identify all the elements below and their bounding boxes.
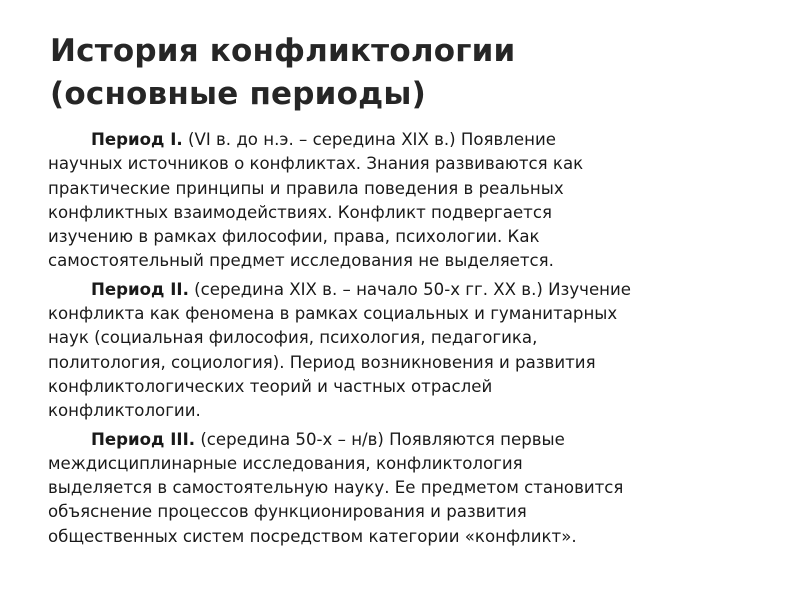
period-2-lead: Период II. bbox=[91, 279, 189, 299]
period-3-lead: Период III. bbox=[91, 429, 196, 449]
period-2-paragraph bbox=[48, 278, 758, 424]
period-2-line-6: конфликтологии. bbox=[48, 401, 201, 421]
period-2-line-5: конфликтологических теорий и частных отраслей bbox=[48, 376, 493, 396]
slide-body bbox=[48, 128, 758, 553]
title-line-2: (основные периоды) bbox=[50, 76, 426, 112]
period-2-line-4: политология, социология). Период возникновения и развития bbox=[48, 352, 596, 372]
period-1-text-1: (VI в. до н.э. – середина XIX в.) Появление bbox=[182, 130, 556, 149]
period-2-line-3: наук (социальная философия, психология, педагогика, bbox=[48, 328, 538, 348]
period-3-paragraph bbox=[48, 428, 758, 549]
period-1-line-1 bbox=[48, 128, 758, 152]
period-1-line-5: изучению в рамках философии, права, психологии. Как bbox=[48, 227, 540, 247]
period-1-paragraph bbox=[48, 128, 758, 274]
period-1-line-3: практические принципы и правила поведения в реальных bbox=[48, 178, 564, 198]
period-1-line-4: конфликтных взаимодействиях. Конфликт подвергается bbox=[48, 202, 552, 222]
period-2-line-1 bbox=[48, 278, 758, 302]
title-line-1: История конфликтологии bbox=[50, 33, 516, 69]
period-2-line-2: конфликта как феномена в рамках социальных и гуманитарных bbox=[48, 304, 618, 324]
period-3-text-1: (середина 50-х – н/в) Появляются первые bbox=[195, 429, 565, 449]
period-3-line-1 bbox=[48, 428, 758, 452]
period-1-line-6: самостоятельный предмет исследования не выделяется. bbox=[48, 251, 554, 271]
period-3-line-3: выделяется в самостоятельную науку. Ее предметом становится bbox=[48, 478, 624, 498]
period-3-line-2: междисциплинарные исследования, конфликтология bbox=[48, 453, 523, 473]
period-3-line-5: общественных систем посредством категории «конфликт». bbox=[48, 526, 577, 546]
period-1-line-2: научных источников о конфликтах. Знания развиваются как bbox=[48, 154, 584, 174]
period-3-line-4: объяснение процессов функционирования и развития bbox=[48, 502, 527, 522]
period-2-text-1: (середина XIX в. – начало 50-х гг. XX в.) Изучение bbox=[188, 279, 631, 299]
slide-title bbox=[50, 30, 750, 116]
period-1-lead: Период I. bbox=[91, 130, 183, 149]
